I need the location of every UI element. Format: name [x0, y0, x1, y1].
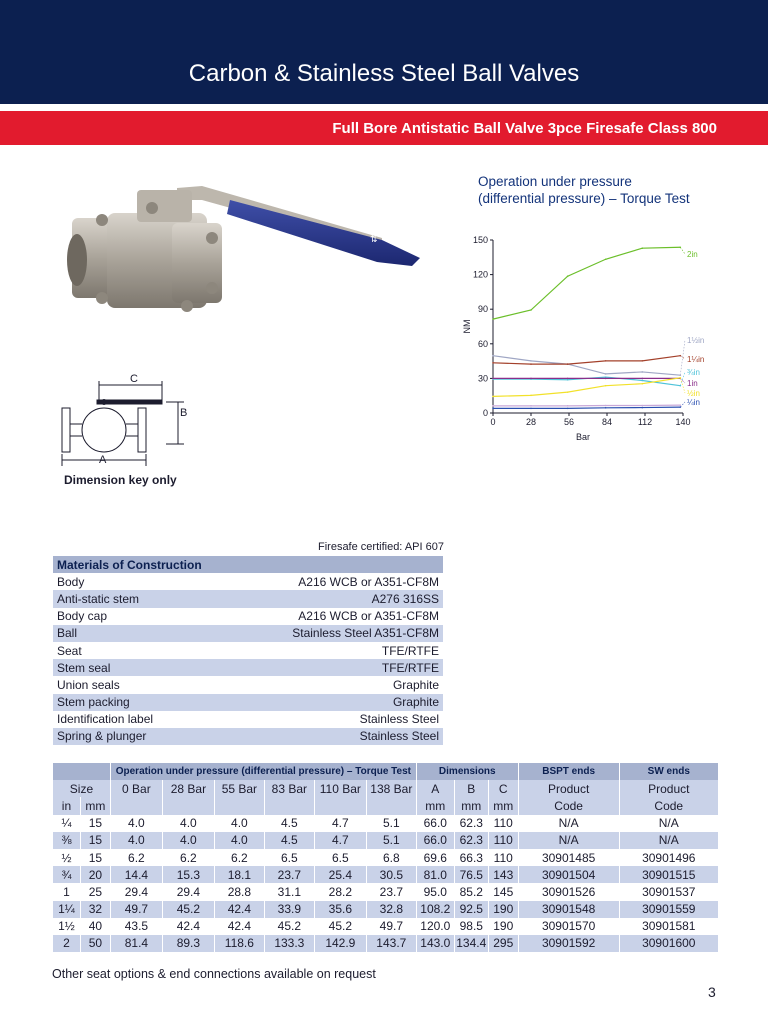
materials-title: Materials of Construction — [53, 556, 443, 573]
torque-83bar: 6.5 — [264, 849, 314, 866]
size-mm: 32 — [80, 901, 110, 918]
material-spec: A216 WCB or A351-CF8M — [298, 574, 439, 589]
page-title: Carbon & Stainless Steel Ball Valves — [188, 60, 580, 87]
data-point — [641, 405, 643, 407]
torque-110bar: 4.7 — [314, 832, 366, 849]
page-subtitle: Full Bore Antistatic Ball Valve 3pce Firesafe Class 800 — [332, 120, 717, 137]
torque-110bar: 35.6 — [314, 901, 366, 918]
unit-blank — [264, 797, 314, 814]
dim-b: 62.3 — [454, 832, 488, 849]
torque-28bar: 4.0 — [162, 832, 214, 849]
data-point — [567, 378, 569, 380]
series-line — [493, 378, 680, 397]
torque-0bar: 43.5 — [110, 918, 162, 935]
group-header-row — [53, 763, 719, 780]
bspt-group-header: BSPT ends — [518, 763, 619, 780]
size-in: 1½ — [53, 918, 81, 935]
subtitle-bar — [0, 111, 768, 145]
torque-55bar: 42.4 — [214, 918, 264, 935]
data-point — [492, 318, 494, 320]
data-point — [605, 407, 607, 409]
size-mm: 20 — [80, 866, 110, 883]
chart-title-line-2: (differential pressure) – Torque Test — [478, 191, 690, 206]
material-part: Body cap — [57, 609, 108, 624]
data-point — [567, 275, 569, 277]
data-point — [641, 378, 643, 380]
data-point — [492, 396, 494, 398]
size-in: ⅜ — [53, 832, 81, 849]
torque-28bar: 42.4 — [162, 918, 214, 935]
material-spec: Stainless Steel — [210, 728, 443, 745]
legend-label: ¾in — [687, 368, 700, 377]
material-part: Stem seal — [53, 659, 210, 676]
dim-b: 92.5 — [454, 901, 488, 918]
y-tick-label: 60 — [477, 338, 488, 349]
x-tick-label: 0 — [490, 417, 496, 427]
data-point — [492, 405, 494, 407]
header-banner — [0, 0, 768, 104]
table-row — [53, 935, 719, 952]
series-line — [493, 407, 680, 408]
size-mm: 15 — [80, 815, 110, 832]
data-point — [641, 383, 643, 385]
torque-28bar: 15.3 — [162, 866, 214, 883]
table-row — [53, 849, 719, 866]
material-part: Body — [57, 574, 85, 589]
material-part: Stem packing — [53, 694, 210, 711]
column-header-row — [53, 780, 719, 797]
data-point — [605, 405, 607, 407]
legend-label: 1½in — [687, 336, 705, 345]
data-point — [605, 378, 607, 380]
dim-b: 76.5 — [454, 866, 488, 883]
torque-83bar: 4.5 — [264, 832, 314, 849]
col-header-110bar: 110 Bar — [314, 780, 366, 797]
torque-138bar: 5.1 — [366, 832, 416, 849]
table-row — [53, 832, 719, 849]
dim-a: 81.0 — [416, 866, 454, 883]
torque-110bar: 45.2 — [314, 918, 366, 935]
footer-note: Other seat options & end connections available on request — [52, 967, 376, 981]
size-mm: 25 — [80, 883, 110, 900]
torque-chart — [450, 226, 730, 451]
torque-28bar: 6.2 — [162, 849, 214, 866]
table-row — [53, 883, 719, 900]
torque-83bar: 33.9 — [264, 901, 314, 918]
unit-bspt-code: Code — [518, 797, 619, 814]
torque-138bar: 49.7 — [366, 918, 416, 935]
x-tick-label: 28 — [525, 417, 537, 427]
data-point — [492, 362, 494, 364]
dim-c: 190 — [488, 918, 518, 935]
dim-c: 145 — [488, 883, 518, 900]
torque-0bar: 81.4 — [110, 935, 162, 952]
unit-blank — [214, 797, 264, 814]
bspt-product-code: 30901592 — [518, 935, 619, 952]
dim-a: 66.0 — [416, 832, 454, 849]
size-in: ¼ — [53, 815, 81, 832]
dim-c: 190 — [488, 901, 518, 918]
torque-110bar: 6.5 — [314, 849, 366, 866]
torque-0bar: 49.7 — [110, 901, 162, 918]
col-header-size: Size — [53, 780, 111, 797]
table-row — [53, 901, 719, 918]
data-point — [530, 378, 532, 380]
unit-header-row — [53, 797, 719, 814]
sw-product-code: 30901559 — [619, 901, 718, 918]
legend-label: 2in — [687, 250, 698, 259]
data-point — [567, 379, 569, 381]
material-spec: Graphite — [210, 694, 443, 711]
material-spec: A216 WCB or A351-CF8M — [298, 609, 439, 624]
data-point — [605, 360, 607, 362]
data-point — [679, 404, 681, 406]
material-spec: TFE/RTFE — [381, 643, 439, 658]
col-header-0bar: 0 Bar — [110, 780, 162, 797]
data-point — [567, 405, 569, 407]
torque-55bar: 4.0 — [214, 815, 264, 832]
y-tick-label: 0 — [482, 408, 488, 418]
bspt-product-code: 30901485 — [518, 849, 619, 866]
unit-in: in — [53, 797, 81, 814]
legend-label: ½in — [687, 389, 700, 398]
size-in: 1 — [53, 883, 81, 900]
data-point — [530, 363, 532, 365]
data-point — [530, 360, 532, 362]
materials-table — [53, 556, 443, 745]
data-point — [530, 405, 532, 407]
torque-83bar: 45.2 — [264, 918, 314, 935]
torque-83bar: 31.1 — [264, 883, 314, 900]
dim-a: 143.0 — [416, 935, 454, 952]
dim-c: 110 — [488, 832, 518, 849]
torque-0bar: 14.4 — [110, 866, 162, 883]
materials-row — [53, 694, 443, 711]
table-row — [53, 866, 719, 883]
size-in: 2 — [53, 935, 81, 952]
performance-table — [52, 763, 718, 952]
material-part: Ball — [53, 625, 210, 642]
torque-28bar: 4.0 — [162, 815, 214, 832]
bspt-product-code: 30901548 — [518, 901, 619, 918]
dim-b: 66.3 — [454, 849, 488, 866]
col-header-bspt-product: Product — [518, 780, 619, 797]
size-in: ¾ — [53, 866, 81, 883]
data-point — [605, 258, 607, 260]
dim-a: 95.0 — [416, 883, 454, 900]
unit-blank — [162, 797, 214, 814]
x-tick-label: 112 — [637, 417, 653, 427]
dim-a: 66.0 — [416, 815, 454, 832]
torque-138bar: 32.8 — [366, 901, 416, 918]
torque-55bar: 42.4 — [214, 901, 264, 918]
legend-leader — [680, 247, 685, 254]
torque-83bar: 133.3 — [264, 935, 314, 952]
materials-row — [53, 659, 443, 676]
sw-product-code: 30901600 — [619, 935, 718, 952]
materials-row — [53, 625, 443, 642]
data-point — [605, 373, 607, 375]
materials-row — [53, 642, 443, 659]
chart-title — [478, 173, 728, 207]
torque-110bar: 142.9 — [314, 935, 366, 952]
y-axis-label: NM — [462, 319, 472, 334]
legend-label: 1in — [687, 379, 698, 388]
col-header-55bar: 55 Bar — [214, 780, 264, 797]
material-part: Identification label — [57, 712, 154, 727]
material-spec: Stainless Steel — [359, 712, 439, 727]
bspt-product-code: N/A — [518, 832, 619, 849]
size-group-header — [53, 763, 111, 780]
y-tick-label: 30 — [477, 373, 488, 384]
unit-a-mm: mm — [416, 797, 454, 814]
material-part: Union seals — [57, 677, 120, 692]
materials-row — [53, 590, 443, 607]
unit-c-mm: mm — [488, 797, 518, 814]
unit-sw-code: Code — [619, 797, 718, 814]
sw-product-code: 30901581 — [619, 918, 718, 935]
data-point — [492, 408, 494, 410]
sw-group-header: SW ends — [619, 763, 718, 780]
torque-83bar: 4.5 — [264, 815, 314, 832]
data-point — [530, 309, 532, 311]
dim-b: 98.5 — [454, 918, 488, 935]
torque-55bar: 6.2 — [214, 849, 264, 866]
torque-138bar: 23.7 — [366, 883, 416, 900]
torque-55bar: 118.6 — [214, 935, 264, 952]
chart-title-line-1: Operation under pressure — [478, 174, 632, 189]
dim-label-a: A — [99, 454, 107, 466]
materials-row — [53, 676, 443, 693]
col-header-b: B — [454, 780, 488, 797]
size-mm: 50 — [80, 935, 110, 952]
material-spec: Stainless Steel A351-CF8M — [210, 625, 443, 642]
materials-row — [53, 608, 443, 625]
material-spec: TFE/RTFE — [210, 659, 443, 676]
bspt-product-code: 30901504 — [518, 866, 619, 883]
torque-138bar: 6.8 — [366, 849, 416, 866]
data-point — [641, 407, 643, 409]
legend-label: 1¼in — [687, 355, 705, 364]
data-point — [641, 371, 643, 373]
materials-row — [53, 573, 443, 590]
dim-c: 143 — [488, 866, 518, 883]
dimension-key-caption: Dimension key only — [64, 473, 177, 487]
bspt-product-code: N/A — [518, 815, 619, 832]
x-tick-label: 84 — [601, 417, 613, 427]
unit-mm: mm — [80, 797, 110, 814]
sw-product-code: 30901515 — [619, 866, 718, 883]
x-axis-label: Bar — [575, 432, 591, 442]
data-point — [567, 408, 569, 410]
dimensions-group-header: Dimensions — [416, 763, 518, 780]
series-line — [493, 247, 680, 319]
svg-text:⇅: ⇅ — [370, 234, 378, 244]
size-mm: 15 — [80, 832, 110, 849]
torque-0bar: 4.0 — [110, 832, 162, 849]
torque-110bar: 25.4 — [314, 866, 366, 883]
data-point — [605, 385, 607, 387]
y-tick-label: 120 — [472, 269, 488, 280]
torque-55bar: 4.0 — [214, 832, 264, 849]
materials-header-row — [53, 556, 443, 573]
torque-138bar: 5.1 — [366, 815, 416, 832]
x-tick-label: 140 — [675, 417, 691, 427]
materials-row — [53, 728, 443, 745]
col-header-a: A — [416, 780, 454, 797]
sw-product-code: N/A — [619, 815, 718, 832]
col-header-sw-product: Product — [619, 780, 718, 797]
dim-b: 85.2 — [454, 883, 488, 900]
torque-0bar: 29.4 — [110, 883, 162, 900]
dim-a: 108.2 — [416, 901, 454, 918]
y-tick-label: 150 — [472, 235, 488, 245]
data-point — [567, 391, 569, 393]
torque-83bar: 23.7 — [264, 866, 314, 883]
size-in: 1¼ — [53, 901, 81, 918]
torque-0bar: 6.2 — [110, 849, 162, 866]
material-spec: Graphite — [392, 677, 439, 692]
unit-blank — [366, 797, 416, 814]
materials-row — [53, 711, 443, 728]
x-tick-label: 56 — [563, 417, 575, 427]
material-spec: A276 316SS — [210, 590, 443, 607]
y-tick-label: 90 — [477, 304, 488, 315]
material-part: Seat — [57, 643, 82, 658]
torque-55bar: 18.1 — [214, 866, 264, 883]
torque-28bar: 89.3 — [162, 935, 214, 952]
data-point — [641, 380, 643, 382]
dim-c: 110 — [488, 815, 518, 832]
ball-valve-photo — [52, 178, 444, 338]
bspt-product-code: 30901570 — [518, 918, 619, 935]
torque-group-header: Operation under pressure (differential pressure) – Torque Test — [110, 763, 416, 780]
data-point — [492, 355, 494, 357]
firesafe-note: Firesafe certified: API 607 — [318, 541, 444, 553]
data-point — [641, 360, 643, 362]
sw-product-code: 30901496 — [619, 849, 718, 866]
size-in: ½ — [53, 849, 81, 866]
dim-b: 62.3 — [454, 815, 488, 832]
dim-b: 134.4 — [456, 936, 487, 951]
unit-b-mm: mm — [454, 797, 488, 814]
col-header-83bar: 83 Bar — [264, 780, 314, 797]
torque-138bar: 30.5 — [366, 866, 416, 883]
torque-138bar: 143.7 — [366, 935, 416, 952]
dim-c: 110 — [488, 849, 518, 866]
col-header-c: C — [488, 780, 518, 797]
col-header-138bar: 138 Bar — [366, 780, 416, 797]
size-mm: 15 — [80, 849, 110, 866]
dim-a: 120.0 — [416, 918, 454, 935]
dimension-key-diagram — [52, 372, 202, 470]
dim-a: 69.6 — [416, 849, 454, 866]
dim-label-b: B — [180, 407, 188, 419]
sw-product-code: 30901537 — [619, 883, 718, 900]
torque-0bar: 4.0 — [110, 815, 162, 832]
series-line — [493, 356, 680, 375]
unit-blank — [110, 797, 162, 814]
series-line — [493, 405, 680, 406]
table-row — [53, 918, 719, 935]
sw-product-code: N/A — [619, 832, 718, 849]
torque-28bar: 45.2 — [162, 901, 214, 918]
page-number: 3 — [708, 984, 716, 1000]
torque-55bar: 28.8 — [214, 883, 264, 900]
legend-leader — [680, 402, 685, 407]
size-mm: 40 — [80, 918, 110, 935]
data-point — [530, 408, 532, 410]
bspt-product-code: 30901526 — [518, 883, 619, 900]
data-point — [567, 363, 569, 365]
data-point — [530, 395, 532, 397]
dim-c: 295 — [488, 935, 518, 952]
torque-110bar: 28.2 — [314, 883, 366, 900]
unit-blank — [314, 797, 366, 814]
torque-28bar: 29.4 — [162, 883, 214, 900]
torque-110bar: 4.7 — [314, 815, 366, 832]
col-header-28bar: 28 Bar — [162, 780, 214, 797]
material-part: Anti-static stem — [53, 590, 210, 607]
dim-label-c: C — [130, 373, 138, 385]
data-point — [641, 247, 643, 249]
legend-label: ¼in — [687, 398, 700, 407]
data-point — [492, 378, 494, 380]
table-row — [53, 815, 719, 832]
material-part: Spring & plunger — [53, 728, 210, 745]
